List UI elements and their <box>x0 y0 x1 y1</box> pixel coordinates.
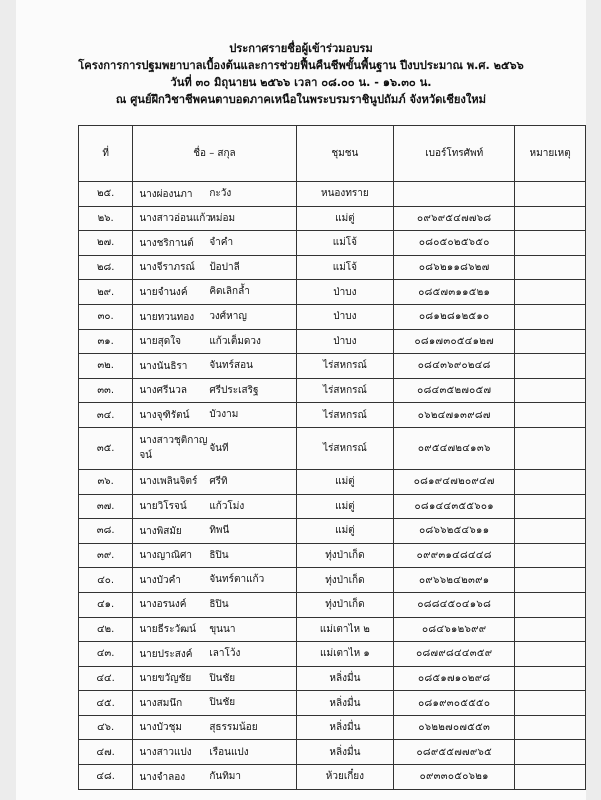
note <box>515 592 586 617</box>
last-name: ปินชัย <box>209 697 236 709</box>
row-number: ๔๗. <box>79 740 133 765</box>
column-header-community: ชุมชน <box>296 126 394 182</box>
row-number: ๔๕. <box>79 691 133 716</box>
table-row <box>79 182 586 207</box>
event-date: วันที่ ๓๐ มิถุนายน ๒๕๖๖ เวลา ๐๘.๐๐ น. - ๑๖.๓๐ น. <box>170 76 432 89</box>
table-row <box>79 255 586 280</box>
first-name: นางจำลอง <box>139 771 186 783</box>
participant-name <box>133 469 296 494</box>
community: ทุ่งป่าเก็ด <box>296 568 394 593</box>
row-number: ๓๒. <box>79 354 133 379</box>
first-name: นางชริกานต์ <box>139 237 194 249</box>
table-row <box>79 543 586 568</box>
note <box>515 519 586 544</box>
community: ไร่สหกรณ์ <box>296 427 394 469</box>
first-name: นางจีราภรณ์ <box>139 262 195 274</box>
table-row <box>79 403 586 428</box>
participant-table <box>78 125 586 790</box>
participant-name <box>133 304 296 329</box>
table-row <box>79 304 586 329</box>
last-name: จันทร์ตาแก้ว <box>209 574 265 586</box>
first-name: นางอรนงค์ <box>139 599 187 611</box>
phone-number: ๐๖๒๔๗๑๓๙๘๗ <box>394 403 515 428</box>
note <box>515 206 586 231</box>
participant-name <box>133 715 296 740</box>
phone-number: ๐๙๕๔๗๒๔๑๓๖ <box>394 427 515 469</box>
row-number: ๓๘. <box>79 519 133 544</box>
note <box>515 280 586 305</box>
announcement-title: ประกาศรายชื่อผู้เข้าร่วมอบรม <box>229 42 373 55</box>
first-name: นางพิสมัย <box>139 525 182 537</box>
table-row <box>79 666 586 691</box>
row-number: ๔๒. <box>79 617 133 642</box>
column-header-phone: เบอร์โทรศัพท์ <box>394 126 515 182</box>
table-row <box>79 231 586 256</box>
community: แม่โจ้ <box>296 231 394 256</box>
community: แม่ตู่ <box>296 469 394 494</box>
table-row <box>79 642 586 667</box>
note <box>515 304 586 329</box>
row-number: ๓๙. <box>79 543 133 568</box>
note <box>515 255 586 280</box>
row-number: ๒๙. <box>79 280 133 305</box>
table-body <box>79 182 586 790</box>
phone-number: ๐๙๖๖๒๔๒๓๙๑ <box>394 568 515 593</box>
participant-name <box>133 354 296 379</box>
phone-number: ๐๘๕๑๗๑๐๒๙๘ <box>394 666 515 691</box>
row-number: ๔๓. <box>79 642 133 667</box>
note <box>515 715 586 740</box>
row-number: ๔๘. <box>79 765 133 790</box>
row-number: ๓๗. <box>79 494 133 519</box>
row-number: ๒๗. <box>79 231 133 256</box>
row-number: ๒๕. <box>79 182 133 207</box>
document-header <box>16 40 586 108</box>
row-number: ๓๐. <box>79 304 133 329</box>
community: แม่ตู่ <box>296 519 394 544</box>
last-name: กันทิมา <box>209 771 242 783</box>
community: ไร่สหกรณ์ <box>296 403 394 428</box>
phone-number: ๐๘๖๒๑๑๘๖๒๗ <box>394 255 515 280</box>
first-name: นางนันธิรา <box>139 360 188 372</box>
community: แม่โจ้ <box>296 255 394 280</box>
community: ป่าบง <box>296 280 394 305</box>
first-name: นายวิโรจน์ <box>139 501 187 513</box>
note <box>515 740 586 765</box>
table-row <box>79 617 586 642</box>
participant-name <box>133 617 296 642</box>
last-name: กะวัง <box>209 188 232 200</box>
row-number: ๒๘. <box>79 255 133 280</box>
table-row <box>79 206 586 231</box>
participant-name <box>133 280 296 305</box>
community: แม่ตู่ <box>296 206 394 231</box>
phone-number: ๐๘๔๓๕๒๗๐๕๗ <box>394 378 515 403</box>
table-row <box>79 740 586 765</box>
participant-name <box>133 182 296 207</box>
first-name: นางญาณิศา <box>139 550 193 562</box>
note <box>515 182 586 207</box>
community: ป่าบง <box>296 304 394 329</box>
community: ไร่สหกรณ์ <box>296 378 394 403</box>
last-name: ธิปิน <box>209 598 229 610</box>
table-row <box>79 280 586 305</box>
participant-name <box>133 427 296 469</box>
note <box>515 354 586 379</box>
participant-name <box>133 543 296 568</box>
row-number: ๔๐. <box>79 568 133 593</box>
participant-name <box>133 691 296 716</box>
participant-name <box>133 378 296 403</box>
community: ทุ่งป่าเก็ด <box>296 543 394 568</box>
last-name: ศรีทิ <box>209 475 228 487</box>
participant-name <box>133 231 296 256</box>
phone-number: ๐๘๑๙๔๗๒๐๙๔๗ <box>394 469 515 494</box>
phone-number: ๐๙๖๙๕๔๗๗๖๘ <box>394 206 515 231</box>
community: ห้วยเกี๋ยง <box>296 765 394 790</box>
last-name: เรือนแปง <box>209 746 249 758</box>
last-name: ป้อปาลี <box>209 261 240 273</box>
participant-name <box>133 740 296 765</box>
note <box>515 543 586 568</box>
participant-name <box>133 642 296 667</box>
participant-name <box>133 403 296 428</box>
table-row <box>79 354 586 379</box>
note <box>515 666 586 691</box>
phone-number: ๐๘๑๔๔๓๕๕๖๐๑ <box>394 494 515 519</box>
first-name: นายขวัญชัย <box>139 673 192 685</box>
column-header-no: ที่ <box>79 126 133 182</box>
note <box>515 642 586 667</box>
community: หลิ่งมื่น <box>296 715 394 740</box>
participant-name <box>133 329 296 354</box>
row-number: ๔๖. <box>79 715 133 740</box>
row-number: ๓๖. <box>79 469 133 494</box>
community: หลิ่งมื่น <box>296 740 394 765</box>
last-name: ศรีประเสริฐ <box>209 384 259 396</box>
phone-number: ๐๘๘๔๕๐๔๑๖๘ <box>394 592 515 617</box>
first-name: นางสาวอ่อนแก้ว <box>139 213 211 225</box>
row-number: ๓๕. <box>79 427 133 469</box>
community: ป่าบง <box>296 329 394 354</box>
note <box>515 378 586 403</box>
community: ไร่สหกรณ์ <box>296 354 394 379</box>
last-name: จำคำ <box>209 237 234 249</box>
note <box>515 231 586 256</box>
row-number: ๔๔. <box>79 666 133 691</box>
last-name: วงศ์หาญ <box>209 311 247 323</box>
phone-number: ๐๘๔๖๑๒๖๙๙ <box>394 617 515 642</box>
note <box>515 329 586 354</box>
first-name: นายทวนทอง <box>139 311 195 323</box>
last-name: แก้วโม่ง <box>209 500 245 512</box>
phone-number: ๐๘๙๕๕๗๗๙๖๕ <box>394 740 515 765</box>
phone-number: ๐๙๓๓๐๕๐๖๒๑ <box>394 765 515 790</box>
participant-name <box>133 494 296 519</box>
note <box>515 427 586 469</box>
table-row <box>79 469 586 494</box>
community: ทุ่งป่าเก็ด <box>296 592 394 617</box>
first-name: นางเพลินจิตร์ <box>139 476 198 488</box>
participant-name <box>133 666 296 691</box>
table-row <box>79 378 586 403</box>
community: หลิ่งมื่น <box>296 691 394 716</box>
phone-number: ๐๘๑๗๓๐๕๔๑๒๗ <box>394 329 515 354</box>
last-name: หม่อม <box>209 212 236 224</box>
last-name: ขุนนา <box>209 623 236 635</box>
first-name: นายประสงค์ <box>139 648 193 660</box>
phone-number: ๐๙๙๓๑๔๘๔๔๘ <box>394 543 515 568</box>
last-name: ธิปิน <box>209 549 229 561</box>
last-name: สุธรรมน้อย <box>209 721 258 733</box>
column-header-note: หมายเหตุ <box>515 126 586 182</box>
participant-name <box>133 765 296 790</box>
first-name: นางสาวแปง <box>139 747 192 759</box>
table-header-row <box>79 126 586 182</box>
row-number: ๓๑. <box>79 329 133 354</box>
note <box>515 494 586 519</box>
first-name: นางสาวชุติกาญจน์ <box>139 435 208 462</box>
note <box>515 568 586 593</box>
event-venue: ณ ศูนย์ฝึกวิชาชีพคนตาบอดภาคเหนือในพระบรมราชินูปถัมภ์ จังหวัดเชียงใหม่ <box>115 93 487 106</box>
first-name: นางผ่องนภา <box>139 188 193 200</box>
community: หนองทราย <box>296 182 394 207</box>
column-header-name: ชื่อ – สกุล <box>133 126 296 182</box>
last-name: เลาโว้ง <box>209 648 241 660</box>
table-row <box>79 427 586 469</box>
first-name: นางจุฑิรัตน์ <box>139 409 190 421</box>
last-name: บัวงาม <box>209 409 239 421</box>
phone-number <box>394 182 515 207</box>
last-name: ทิพนี <box>209 525 230 537</box>
project-title: โครงการการปฐมพยาบาลเบื้องต้นและการช่วยฟื้นคืนชีพขั้นพื้นฐาน ปีงบประมาณ พ.ศ. ๒๕๖๖ <box>78 59 524 72</box>
phone-number: ๐๘๔๓๖๙๐๒๔๘ <box>394 354 515 379</box>
phone-number: ๐๘๖๖๒๕๔๖๑๑ <box>394 519 515 544</box>
phone-number: ๐๖๒๒๗๐๗๕๕๓ <box>394 715 515 740</box>
community: แม่เตาไห ๒ <box>296 617 394 642</box>
note <box>515 765 586 790</box>
last-name: ปินชัย <box>209 672 236 684</box>
last-name: จันทร์สอน <box>209 360 253 372</box>
table-row <box>79 519 586 544</box>
table-row <box>79 765 586 790</box>
row-number: ๔๑. <box>79 592 133 617</box>
last-name: แก้วเต็มดวง <box>209 335 261 347</box>
community: แม่เตาไห ๑ <box>296 642 394 667</box>
row-number: ๒๖. <box>79 206 133 231</box>
first-name: นายธีระวัฒน์ <box>139 624 196 636</box>
document-page <box>16 0 586 800</box>
table-row <box>79 329 586 354</box>
table-row <box>79 568 586 593</box>
first-name: นางบัวคำ <box>139 574 181 586</box>
table-row <box>79 715 586 740</box>
phone-number: ๐๘๐๕๐๒๕๖๕๐ <box>394 231 515 256</box>
note <box>515 617 586 642</box>
participant-name <box>133 592 296 617</box>
first-name: นายสุดใจ <box>139 336 181 348</box>
community: หลิ่งมื่น <box>296 666 394 691</box>
first-name: นางสมนึก <box>139 697 183 709</box>
participant-name <box>133 568 296 593</box>
participant-name <box>133 255 296 280</box>
phone-number: ๐๘๑๒๘๑๒๕๑๐ <box>394 304 515 329</box>
note <box>515 469 586 494</box>
participant-name <box>133 206 296 231</box>
last-name: คิดเลิกล้ำ <box>209 286 250 298</box>
first-name: นางบัวชุม <box>139 722 182 734</box>
participant-name <box>133 519 296 544</box>
table-row <box>79 494 586 519</box>
phone-number: ๐๘๑๙๓๐๕๕๕๐ <box>394 691 515 716</box>
first-name: นายจำนงค์ <box>139 286 188 298</box>
phone-number: ๐๘๕๗๓๑๑๕๒๑ <box>394 280 515 305</box>
row-number: ๓๓. <box>79 378 133 403</box>
table-row <box>79 691 586 716</box>
note <box>515 691 586 716</box>
phone-number: ๐๘๗๙๘๔๔๓๕๙ <box>394 642 515 667</box>
first-name: นางศรีนวล <box>139 385 187 397</box>
table-row <box>79 592 586 617</box>
last-name: จันที <box>209 442 229 454</box>
community: แม่ตู่ <box>296 494 394 519</box>
row-number: ๓๔. <box>79 403 133 428</box>
note <box>515 403 586 428</box>
